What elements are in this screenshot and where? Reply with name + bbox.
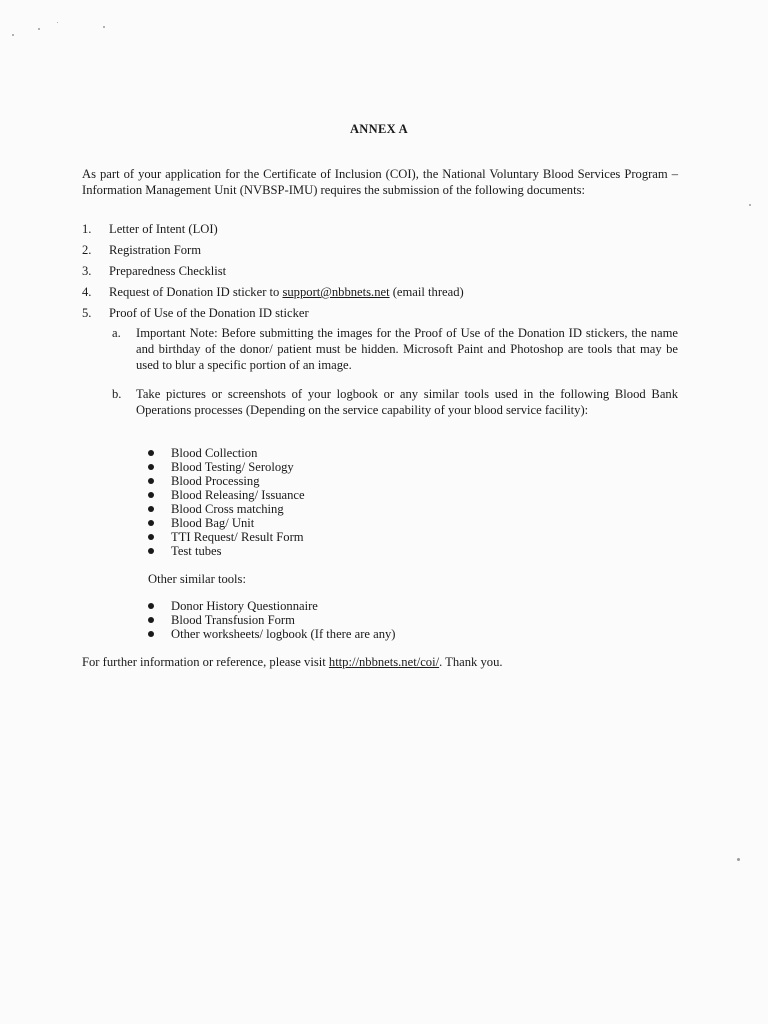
list-item — [148, 474, 305, 488]
list-item — [82, 242, 682, 258]
list-item — [82, 305, 682, 321]
list-item-text: Request of Donation ID sticker to — [109, 285, 283, 299]
list-item — [148, 446, 305, 460]
list-number: 1. — [82, 222, 92, 236]
list-item — [148, 488, 305, 502]
scan-speck — [749, 204, 751, 206]
bullet-icon — [148, 631, 154, 637]
sub-letter: b. — [112, 387, 122, 401]
bullet-icon — [148, 534, 154, 540]
bullet-icon — [148, 603, 154, 609]
scan-speck — [12, 34, 14, 36]
bullet-icon — [148, 450, 154, 456]
list-item — [148, 627, 396, 641]
list-number: 4. — [82, 285, 92, 299]
bullet-icon — [148, 492, 154, 498]
bullet-icon — [148, 548, 154, 554]
sub-item-b — [112, 386, 678, 418]
bullet-icon — [148, 464, 154, 470]
bullet-text: Blood Testing/ Serology — [171, 460, 294, 474]
bullet-icon — [148, 478, 154, 484]
bullet-text: TTI Request/ Result Form — [171, 530, 304, 544]
bullet-text: Blood Processing — [171, 474, 260, 488]
bullet-icon — [148, 520, 154, 526]
scan-speck — [737, 858, 740, 861]
list-item — [82, 284, 682, 300]
bullet-text: Other worksheets/ logbook (If there are any) — [171, 627, 396, 641]
list-number: 2. — [82, 243, 92, 257]
list-item-text: Proof of Use of the Donation ID sticker — [109, 306, 309, 320]
list-item-text: (email thread) — [389, 285, 464, 299]
list-item — [148, 544, 305, 558]
support-email-link[interactable]: support@nbbnets.net — [282, 285, 390, 299]
closing-text: For further information or reference, please visit — [82, 655, 329, 669]
other-tools-label: Other similar tools: — [148, 572, 246, 586]
scan-speck — [57, 22, 58, 23]
bullet-text: Blood Releasing/ Issuance — [171, 488, 305, 502]
bullet-text: Blood Cross matching — [171, 502, 284, 516]
list-item — [148, 502, 305, 516]
process-bullet-list — [148, 446, 305, 558]
list-item-text: Registration Form — [109, 243, 201, 257]
list-number: 5. — [82, 306, 92, 320]
list-item — [148, 599, 396, 613]
scan-speck — [103, 26, 105, 28]
list-item — [148, 530, 305, 544]
bullet-text: Blood Bag/ Unit — [171, 516, 255, 530]
sub-item-a — [112, 325, 678, 373]
sub-letter: a. — [112, 326, 121, 340]
list-item-text: Preparedness Checklist — [109, 264, 227, 278]
closing-paragraph — [82, 654, 503, 670]
list-item — [148, 613, 396, 627]
scan-speck — [38, 28, 40, 30]
sub-item-text: Important Note: Before submitting the images for the Proof of Use of the Donation ID stickers, the name and birthday of the donor/ patient must be hidden. Microsoft Paint and Photoshop are tools that may be used to blur a specific portion of an image. — [136, 326, 678, 372]
list-item — [82, 221, 682, 237]
list-item-text: Letter of Intent (LOI) — [109, 222, 218, 236]
bullet-icon — [148, 617, 154, 623]
sub-item-text: Take pictures or screenshots of your logbook or any similar tools used in the following Blood Bank Operations processes (Depending on the service capability of your blood service facility): — [136, 387, 678, 417]
bullet-icon — [148, 506, 154, 512]
list-item — [148, 460, 305, 474]
intro-paragraph: As part of your application for the Certificate of Inclusion (COI), the National Voluntary Blood Services Program – Information Management Unit (NVBSP-IMU) requires the submission of the following documents: — [82, 167, 678, 197]
list-number: 3. — [82, 264, 92, 278]
bullet-text: Blood Collection — [171, 446, 258, 460]
other-tools-bullet-list — [148, 599, 396, 641]
document-title: ANNEX A — [349, 122, 408, 136]
bullet-text: Blood Transfusion Form — [171, 613, 295, 627]
closing-text: . Thank you. — [439, 655, 503, 669]
list-item — [82, 263, 682, 279]
bullet-text: Donor History Questionnaire — [171, 599, 318, 613]
list-item — [148, 516, 305, 530]
coi-website-link[interactable]: http://nbbnets.net/coi/ — [328, 655, 440, 669]
bullet-text: Test tubes — [171, 544, 222, 558]
